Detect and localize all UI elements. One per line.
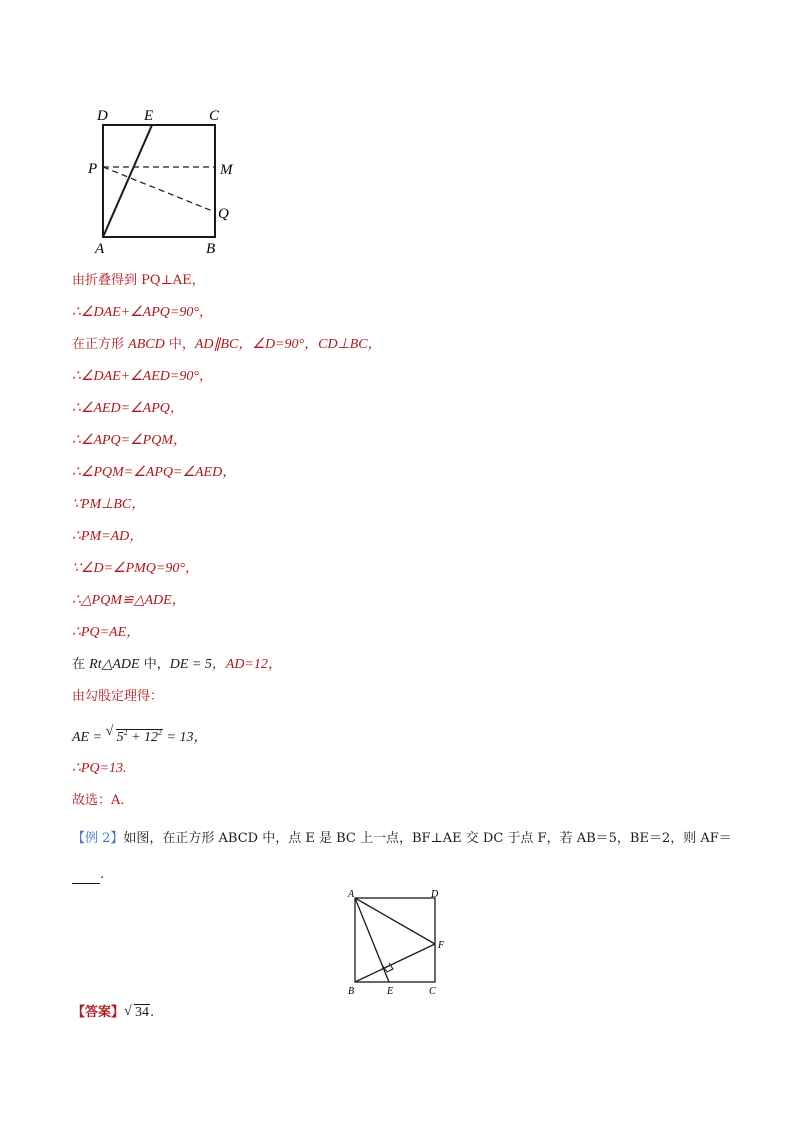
solution-text-3a: 在正方形 [72, 337, 129, 352]
formula-result: = 13， [163, 730, 208, 745]
label-c-2: C [429, 986, 436, 997]
solution-line-5 [72, 400, 184, 418]
label-a: A [95, 241, 105, 257]
solution-line-17 [72, 792, 125, 810]
solution-text-13c: 中， [139, 657, 170, 672]
formula-lhs: AE = [72, 730, 106, 745]
solution-line-16 [72, 760, 127, 778]
answer-line [72, 1004, 154, 1022]
solution-text-13e: ，AD=12， [211, 657, 282, 672]
segment-bf [355, 944, 435, 982]
label-b: B [206, 241, 216, 257]
solution-text-12: ∴PQ=AE， [72, 625, 141, 640]
solution-line-13 [72, 656, 282, 674]
solution-line-7 [72, 464, 236, 482]
label-p: P [88, 161, 98, 177]
solution-line-2 [72, 304, 213, 322]
segment-pq [103, 167, 215, 212]
solution-line-4 [72, 368, 213, 386]
example-tag: 【例 2】 [72, 831, 124, 846]
solution-text-2: ∴∠DAE+∠APQ=90°， [72, 305, 213, 320]
solution-text-17: 故选：A. [72, 793, 125, 808]
label-b-2: B [348, 986, 355, 997]
label-e: E [144, 108, 154, 124]
example-text: 如图，在正方形 ABCD 中，点 E 是 BC 上一点，BF⊥AE 交 DC 于点 F，若 AB＝5，BE＝2，则 AF＝ [123, 831, 732, 846]
solution-line-11 [72, 592, 186, 610]
exponent-2: 2 [158, 728, 163, 737]
example-2-blank-line [72, 866, 104, 884]
solution-text-1: 由折叠得到 PQ⊥AE， [72, 273, 205, 288]
label-c: C [209, 108, 220, 124]
answer-radicand: 34 [135, 1005, 150, 1020]
solution-line-10 [72, 560, 199, 578]
answer-sqrt [124, 1004, 150, 1022]
radicand-5: 5 [116, 730, 124, 745]
solution-text-3c: 中， [164, 337, 195, 352]
solution-line-8 [72, 496, 145, 514]
solution-text-16: ∴PQ=13. [72, 761, 127, 776]
answer-label: 【答案】 [72, 1005, 125, 1020]
segment-ae [103, 125, 152, 237]
solution-text-3d: AD∥BC，∠D=90°，CD⊥BC， [194, 337, 382, 352]
solution-line-6 [72, 432, 187, 450]
label-d: D [97, 108, 108, 124]
example-2-question [72, 830, 732, 848]
solution-text-4: ∴∠DAE+∠AED=90°， [72, 369, 213, 384]
label-f-2: F [438, 940, 445, 951]
solution-line-12 [72, 624, 140, 642]
solution-text-13a: 在 [72, 657, 90, 672]
solution-text-11: ∴△PQM≌△ADE， [72, 593, 186, 608]
solution-text-13d: DE = 5 [169, 657, 212, 672]
segment-ae-2 [355, 898, 389, 982]
answer-blank [72, 869, 100, 884]
answer-tail: . [150, 1005, 155, 1020]
label-m: M [220, 162, 233, 178]
square-bf-ae-figure [343, 886, 453, 1000]
example-tail: . [100, 867, 105, 882]
label-q: Q [218, 206, 229, 222]
solution-text-8: ∵PM⊥BC， [72, 497, 146, 512]
label-e-2: E [387, 986, 394, 997]
solution-line-3 [72, 336, 382, 354]
solution-line-1 [72, 272, 205, 290]
radicand-12: + 12 [127, 730, 159, 745]
solution-line-9 [72, 528, 143, 546]
solution-text-14: 由勾股定理得： [72, 689, 164, 704]
label-a-2: A [348, 889, 355, 900]
solution-line-15 [72, 724, 207, 747]
solution-text-10: ∵∠D=∠PMQ=90°， [72, 561, 199, 576]
solution-text-9: ∴PM=AD， [72, 529, 144, 544]
solution-text-13b: Rt△ADE [89, 657, 140, 672]
solution-text-6: ∴∠APQ=∠PQM， [72, 433, 187, 448]
square-fold-figure [86, 100, 256, 260]
label-d-2: D [431, 889, 439, 900]
solution-text-5: ∴∠AED=∠APQ， [72, 401, 184, 416]
solution-text-7: ∴∠PQM=∠APQ=∠AED， [72, 465, 237, 480]
exponent-1: 2 [123, 728, 128, 737]
segment-af [355, 898, 435, 944]
solution-line-14 [72, 688, 163, 706]
solution-text-3b: ABCD [128, 337, 165, 352]
sqrt-expression [106, 724, 163, 747]
